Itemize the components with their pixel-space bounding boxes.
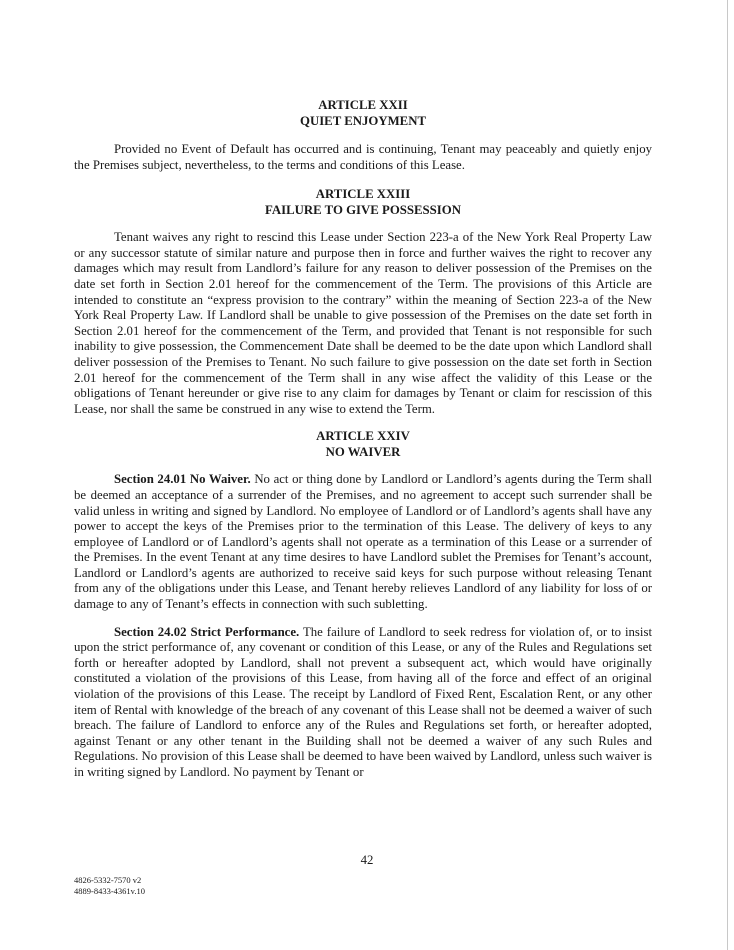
article-24-number: ARTICLE XXIV — [316, 429, 410, 444]
section-24-02-body: The failure of Landlord to seek redress for violation of, or to insist upon the strict performance of, any covenant or condition of this Lease, or any of the Rules and Regulations set forth or hereafter adopted by Landlord, shall not prevent a subsequent act, which would have originally constituted a violation of the provisions of this Lease, from having all of the force and effect of an original violation of the provisions of this Lease. The receipt by Landlord of Fixed Rent, Escalation Rent, or any other item of Rental with knowledge of the breach of any covenant of this Lease shall not be deemed a waiver of such breach. The failure of Landlord to enforce any of the Rules and Regulations set forth, or hereafter adopted, against Tenant or any other tenant in the Building shall not be deemed a waiver of any such Rules and Regulations. No provision of this Lease shall be deemed to have been waived by Landlord, unless such waiver is in writing signed by Landlord. No payment by Tenant or — [74, 624, 653, 779]
section-24-02-paragraph — [74, 625, 652, 781]
section-24-01-label: Section 24.01 No Waiver. — [114, 472, 251, 487]
article-22-heading — [74, 97, 652, 129]
article-23-number: ARTICLE XXIII — [315, 187, 411, 202]
article-22-body: Provided no Event of Default has occurred and is continuing, Tenant may peaceably and quietly enjoy the Premises subject, nevertheless, to the terms and conditions of this Lease. — [74, 142, 652, 172]
article-24-title: NO WAIVER — [325, 445, 401, 460]
doc-id-1: 4826-5332-7570 v2 — [74, 875, 142, 885]
article-22-title: QUIET ENJOYMENT — [300, 114, 426, 128]
page-edge — [727, 0, 728, 950]
section-24-01-paragraph — [74, 472, 652, 612]
article-23-body: Tenant waives any right to rescind this Lease under Section 223-a of the New York Real Property Law or any successor statute of similar nature and purpose then in force and further waives the right to recover any damages which may result from Landlord’s failure for any reason to deliver possession of the Premises on the date set forth in Section 2.01 hereof for the commencement of the Term. The provisions of this Article are intended to constitute an “express provision to the contrary” within the meaning of Section 223-a of the New York Real Property Law. If Landlord shall be unable to give possession of the Premises on the date set forth in Section 2.01 hereof for the commencement of the Term, and provided that Tenant is not responsible for such inability to give possession, the Commencement Date shall be deemed to be the date upon which Landlord shall deliver possession of the Premises to Tenant. No such failure to give possession on the date set forth in Section 2.01 hereof for the commencement of the Term shall in any wise affect the validity of this Lease or the obligations of Tenant hereunder or give rise to any claim for damages by Tenant or claim for rescission of this Lease, nor shall the same be construed in any wise to extend the Term. — [74, 230, 652, 416]
article-24-heading — [74, 428, 652, 460]
doc-id-2: 4889-8433-4361v.10 — [74, 885, 145, 896]
article-23-heading — [74, 186, 652, 218]
document-ids — [74, 875, 145, 896]
article-22-number: ARTICLE XXII — [318, 98, 408, 112]
page-number: 42 — [360, 853, 374, 867]
page-content — [74, 97, 652, 781]
section-24-02-label: Section 24.02 Strict Performance. — [114, 624, 300, 639]
article-23-title: FAILURE TO GIVE POSSESSION — [265, 203, 461, 218]
section-24-01-body: No act or thing done by Landlord or Landlord’s agents during the Term shall be deemed an acceptance of a surrender of the Premises, and no agreement to accept such surrender shall be valid unless in writing and signed by Landlord. No employee of Landlord or of Landlord’s agents shall have any power to accept the keys of the Premises prior to the termination of this Lease. The delivery of keys to any employee of Landlord or of Landlord’s agents shall not operate as a termination of this Lease or a surrender of the Premises. In the event Tenant at any time desires to have Landlord sublet the Premises for Tenant’s account, Landlord or Landlord’s agents are authorized to receive said keys for such purpose without releasing Tenant from any of the obligations under this Lease, and Tenant hereby relieves Landlord of any liability for loss of or damage to any of Tenant’s effects in connection with such subletting. — [74, 472, 652, 612]
